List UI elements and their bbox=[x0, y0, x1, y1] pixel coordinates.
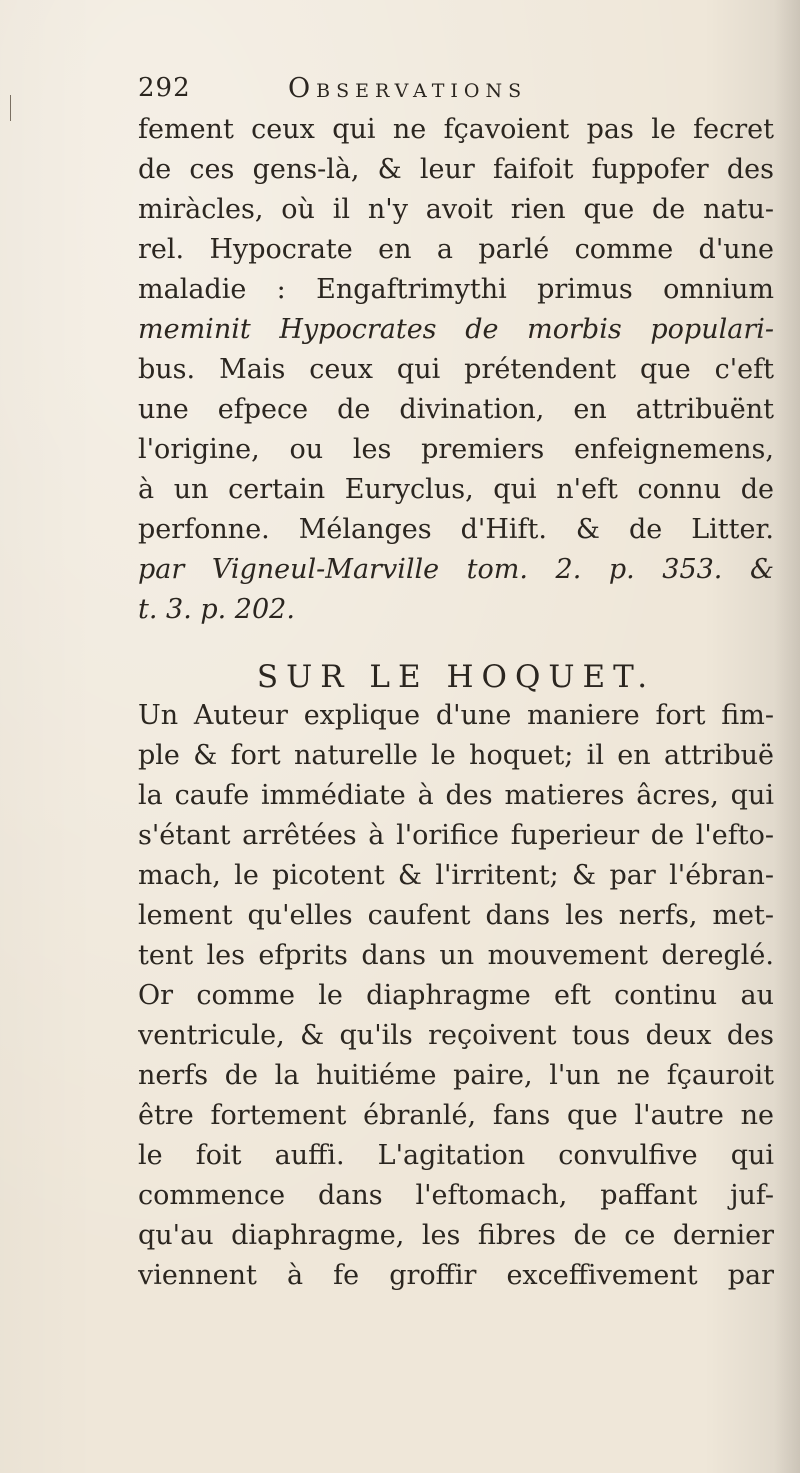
page-number: 292 bbox=[138, 73, 191, 103]
text-line: rel. Hypocrate en a parlé comme d'une bbox=[138, 234, 774, 265]
text-line: de ces gens-là, & leur faifoit fuppofer des bbox=[138, 154, 774, 185]
text-line: par Vigneul-Marville tom. 2. p. 353. & bbox=[138, 554, 774, 585]
text-line: l'origine, ou les premiers enfeignemens, bbox=[138, 434, 774, 465]
section-heading: SUR LE HOQUET. bbox=[256, 659, 656, 695]
text-line: être fortement ébranlé, fans que l'autre ne bbox=[138, 1100, 774, 1131]
text-line: meminit Hypocrates de morbis populari- bbox=[138, 314, 774, 345]
text-line: une efpece de divination, en attribuënt bbox=[138, 394, 774, 425]
text-line: miràcles, où il n'y avoit rien que de natu- bbox=[138, 194, 774, 225]
margin-mark bbox=[10, 95, 11, 121]
text-line: Or comme le diaphragme eft continu au bbox=[138, 980, 774, 1011]
text-line: bus. Mais ceux qui prétendent que c'eft bbox=[138, 354, 774, 385]
text-line: viennent à fe groffir exceffivement par bbox=[138, 1260, 774, 1291]
text-line: la caufe immédiate à des matieres âcres, qui bbox=[138, 780, 774, 811]
text-line: tent les efprits dans un mouvement dereglé. bbox=[138, 940, 774, 971]
text-line: fement ceux qui ne fçavoient pas le fecret bbox=[138, 114, 774, 145]
text-line: qu'au diaphragme, les fibres de ce dernier bbox=[138, 1220, 774, 1251]
text-line: nerfs de la huitiéme paire, l'un ne fçauroit bbox=[138, 1060, 774, 1091]
text-line: t. 3. p. 202. bbox=[138, 594, 295, 625]
text-line: le foit auffi. L'agitation convulfive qui bbox=[138, 1140, 774, 1171]
text-line: Un Auteur explique d'une maniere fort fim- bbox=[138, 700, 774, 731]
text-line: commence dans l'eftomach, paffant juf- bbox=[138, 1180, 774, 1211]
text-line: ple & fort naturelle le hoquet; il en attribuë bbox=[138, 740, 774, 771]
text-line: mach, le picotent & l'irritent; & par l'ébran- bbox=[138, 860, 774, 891]
running-head-title: Observations bbox=[288, 73, 528, 104]
text-line: s'étant arrêtées à l'orifice fuperieur de l'efto- bbox=[138, 820, 774, 851]
paragraph-2 bbox=[138, 696, 774, 1296]
text-line: perfonne. Mélanges d'Hift. & de Litter. bbox=[138, 514, 774, 545]
text-line: ventricule, & qu'ils reçoivent tous deux des bbox=[138, 1020, 774, 1051]
running-head bbox=[138, 73, 698, 109]
text-line: à un certain Euryclus, qui n'eft connu de bbox=[138, 474, 774, 505]
text-line: lement qu'elles caufent dans les nerfs, met- bbox=[138, 900, 774, 931]
text-line: maladie : Engaftrimythi primus omnium bbox=[138, 274, 774, 305]
page-edge-shadow bbox=[774, 0, 800, 1473]
paragraph-1 bbox=[138, 110, 774, 630]
